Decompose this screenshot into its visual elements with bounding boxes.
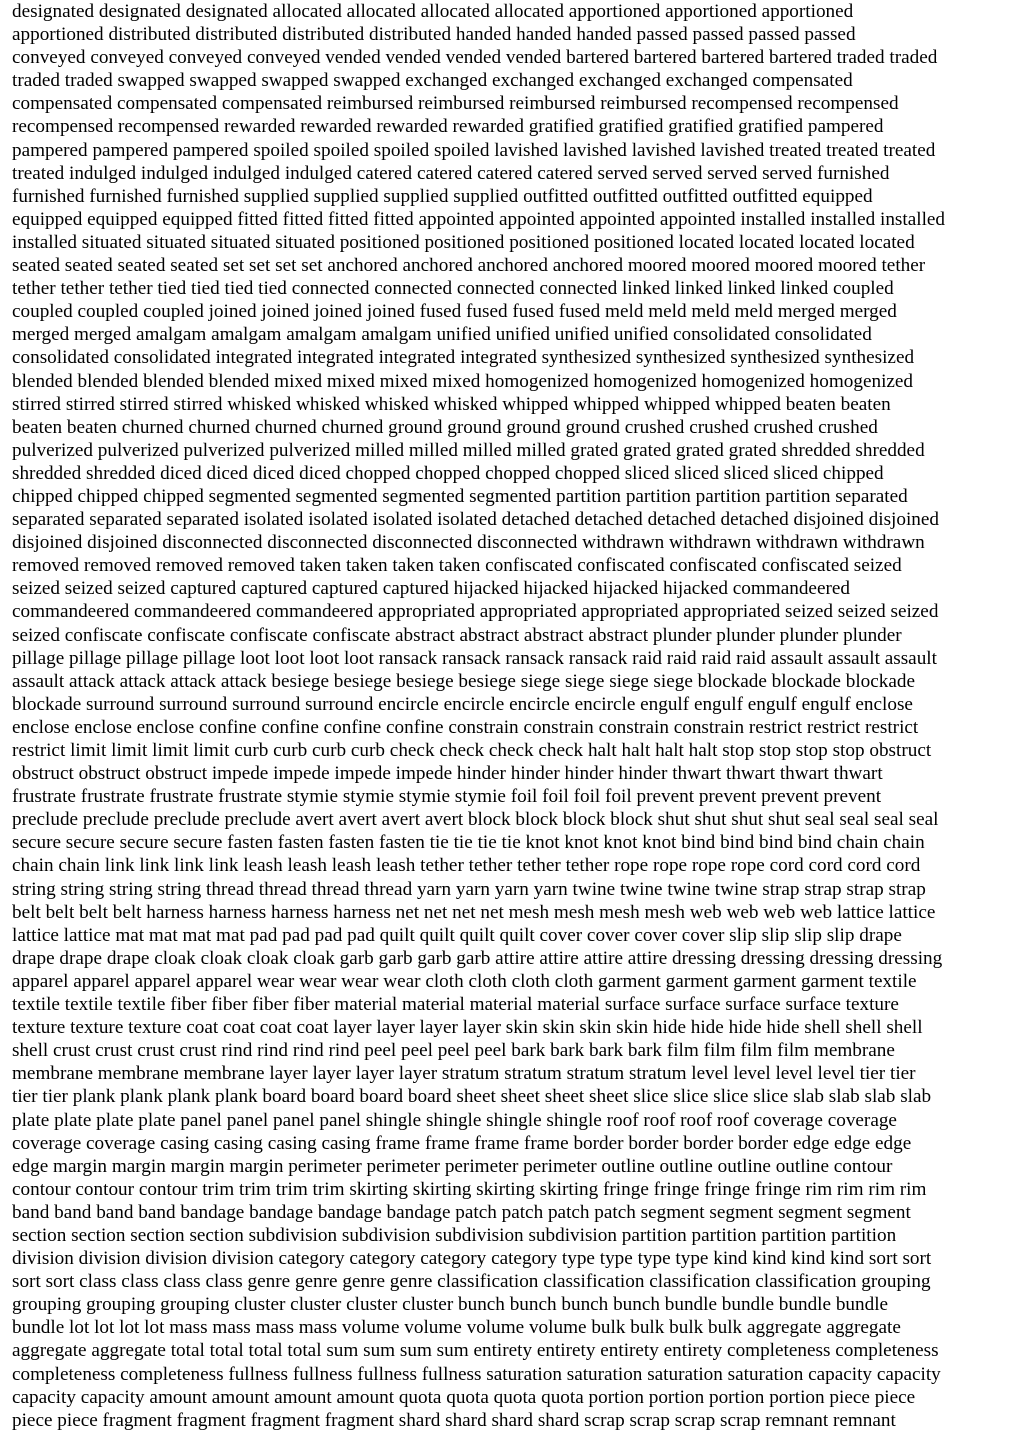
text-line: recompensed recompensed rewarded rewarded rewarded rewarded gratified gratified gratified gratified pampered xyxy=(12,116,884,138)
text-line: disjoined disjoined disconnected disconnected disconnected disconnected withdrawn withdrawn withdrawn withdrawn xyxy=(12,532,925,554)
text-line: beaten beaten churned churned churned churned ground ground ground ground crushed crushed crushed crushed xyxy=(12,416,878,438)
text-line: furnished furnished furnished supplied supplied supplied supplied outfitted outfitted outfitted outfitted equipped xyxy=(12,185,873,207)
text-line: shredded shredded diced diced diced diced chopped chopped chopped chopped sliced sliced sliced sliced chipped xyxy=(12,462,884,484)
text-line: equipped equipped equipped fitted fitted fitted fitted appointed appointed appointed appointed installed installed installed xyxy=(12,208,946,230)
text-line: blended blended blended blended mixed mixed mixed mixed homogenized homogenized homogenized homogenized xyxy=(12,370,914,392)
text-line: installed situated situated situated situated positioned positioned positioned positioned located located located located xyxy=(12,231,915,253)
text-line: consolidated consolidated integrated integrated integrated integrated synthesized synthesized synthesized synthesized xyxy=(12,347,915,369)
text-line: shell crust crust crust crust rind rind rind rind peel peel peel peel bark bark bark bark film film film film membrane xyxy=(12,1040,895,1062)
text-line: piece piece fragment fragment fragment fragment shard shard shard shard scrap scrap scrap scrap remnant remnant xyxy=(12,1409,896,1431)
text-line: capacity capacity amount amount amount amount quota quota quota quota portion portion portion portion piece piece xyxy=(12,1386,916,1408)
text-line: designated designated designated allocated allocated allocated allocated apportioned apportioned apportioned xyxy=(12,1,854,22)
text-line: tier tier plank plank plank plank board board board board sheet sheet sheet sheet slice slice slice slice slab slab slab slab xyxy=(12,1086,932,1108)
text-line: plate plate plate plate panel panel panel panel shingle shingle shingle shingle roof roof roof roof coverage coverage xyxy=(12,1109,897,1131)
text-line: bundle lot lot lot lot mass mass mass mass volume volume volume volume bulk bulk bulk bulk aggregate aggregate xyxy=(12,1317,901,1339)
text-line: merged merged amalgam amalgam amalgam amalgam unified unified unified unified consolidated consolidated xyxy=(12,324,872,346)
text-line: textile textile textile fiber fiber fiber fiber material material material material surface surface surface surface texture xyxy=(12,994,899,1016)
text-line: treated indulged indulged indulged indulged catered catered catered catered served served served served furnished xyxy=(12,162,890,184)
text-line: secure secure secure secure fasten fasten fasten fasten tie tie tie tie knot knot knot knot bind bind bind bind chain chain xyxy=(12,832,925,854)
text-line: blockade surround surround surround surround encircle encircle encircle encircle engulf engulf engulf engulf enclose xyxy=(12,693,913,715)
text-line: assault attack attack attack attack besiege besiege besiege besiege siege siege siege siege blockade blockade blockade xyxy=(12,670,915,692)
text-line: contour contour contour trim trim trim trim skirting skirting skirting skirting fringe fringe fringe fringe rim rim rim rim xyxy=(12,1178,927,1200)
text-line: pulverized pulverized pulverized pulverized milled milled milled milled grated grated grated grated shredded shredded xyxy=(12,439,925,461)
text-line: apparel apparel apparel apparel wear wear wear wear cloth cloth cloth cloth garment garment garment garment textile xyxy=(12,970,917,992)
text-line: chipped chipped chipped segmented segmented segmented segmented partition partition partition partition separated xyxy=(12,485,908,507)
text-line: conveyed conveyed conveyed conveyed vended vended vended vended bartered bartered bartered bartered traded traded xyxy=(12,47,938,69)
text-line: chain chain link link link link leash leash leash leash tether tether tether tether rope rope rope rope cord cord cord cord xyxy=(12,855,921,877)
text-line: sort sort class class class class genre genre genre genre classification classification classification classification grouping xyxy=(12,1271,931,1293)
text-line: division division division division category category category category type type type type kind kind kind kind sort sort xyxy=(12,1248,932,1270)
text-line: seated seated seated seated set set set set anchored anchored anchored anchored moored moored moored moored tether xyxy=(12,255,926,277)
text-line: belt belt belt belt harness harness harness harness net net net net mesh mesh mesh mesh web web web web lattice lattice xyxy=(12,901,936,923)
text-line: pampered pampered pampered spoiled spoiled spoiled spoiled lavished lavished lavished lavished treated treated treated xyxy=(12,139,936,161)
text-line: edge margin margin margin margin perimeter perimeter perimeter perimeter outline outline outline outline contour xyxy=(12,1155,893,1177)
text-line: aggregate aggregate total total total total sum sum sum sum entirety entirety entirety entirety completeness completeness xyxy=(12,1340,939,1362)
text-line: commandeered commandeered commandeered appropriated appropriated appropriated appropriated seized seized seized xyxy=(12,601,939,623)
text-line: coupled coupled coupled joined joined joined joined fused fused fused fused meld meld meld meld merged merged xyxy=(12,301,897,323)
text-line: tether tether tether tied tied tied tied connected connected connected connected linked linked linked linked coupled xyxy=(12,278,894,300)
text-line: traded traded swapped swapped swapped swapped exchanged exchanged exchanged exchanged compensated xyxy=(12,70,853,92)
text-line: enclose enclose enclose confine confine confine confine constrain constrain constrain constrain restrict restrict restrict xyxy=(12,716,919,738)
text-line: texture texture texture coat coat coat coat layer layer layer layer skin skin skin skin hide hide hide hide shell shell shell xyxy=(12,1017,923,1039)
text-line: pillage pillage pillage pillage loot loot loot loot ransack ransack ransack ransack raid raid raid raid assault assault assault xyxy=(12,647,937,669)
text-line: band band band band bandage bandage bandage bandage patch patch patch patch segment segment segment segment xyxy=(12,1201,911,1223)
text-line: preclude preclude preclude preclude avert avert avert avert block block block block shut shut shut shut seal seal seal seal xyxy=(12,809,939,831)
text-line: seized confiscate confiscate confiscate confiscate abstract abstract abstract abstract plunder plunder plunder plunder xyxy=(12,624,902,646)
text-line: section section section section subdivision subdivision subdivision subdivision partition partition partition partition xyxy=(12,1224,897,1246)
text-line: stirred stirred stirred stirred whisked whisked whisked whisked whipped whipped whipped whipped beaten beaten xyxy=(12,393,891,415)
text-line: completeness completeness fullness fullness fullness fullness saturation saturation saturation saturation capacity capacity xyxy=(12,1363,941,1385)
text-line: restrict limit limit limit limit curb curb curb curb check check check check halt halt halt halt stop stop stop stop obstruct xyxy=(12,740,932,761)
text-line: string string string string thread thread thread thread yarn yarn yarn yarn twine twine twine twine strap strap strap strap xyxy=(12,878,926,900)
text-line: drape drape drape cloak cloak cloak cloak garb garb garb garb attire attire attire attire dressing dressing dressing dressing xyxy=(12,947,943,969)
text-line: coverage coverage casing casing casing casing frame frame frame frame border border border border edge edge edge xyxy=(12,1132,912,1154)
text-line: apportioned distributed distributed distributed distributed handed handed handed passed passed passed passed xyxy=(12,24,856,46)
text-line: grouping grouping grouping cluster cluster cluster cluster bunch bunch bunch bunch bundle bundle bundle bundle xyxy=(12,1294,889,1316)
document-body xyxy=(12,0,1014,1432)
text-line: lattice lattice mat mat mat mat pad pad pad pad quilt quilt quilt quilt cover cover cover cover slip slip slip slip drape xyxy=(12,924,902,946)
text-line: removed removed removed removed taken taken taken taken confiscated confiscated confiscated confiscated seized xyxy=(12,555,902,577)
text-line: separated separated separated isolated isolated isolated isolated detached detached detached detached disjoined disjoined xyxy=(12,509,940,531)
text-line: seized seized seized captured captured captured captured hijacked hijacked hijacked hijacked commandeered xyxy=(12,578,850,600)
text-line: obstruct obstruct obstruct impede impede impede impede hinder hinder hinder hinder thwart thwart thwart thwart xyxy=(12,763,883,785)
text-line: frustrate frustrate frustrate frustrate stymie stymie stymie stymie foil foil foil foil prevent prevent prevent prevent xyxy=(12,786,882,808)
text-line: membrane membrane membrane layer layer layer layer stratum stratum stratum stratum level level level level tier tier xyxy=(12,1063,916,1085)
text-line: compensated compensated compensated reimbursed reimbursed reimbursed reimbursed recompensed recompensed xyxy=(12,93,899,115)
